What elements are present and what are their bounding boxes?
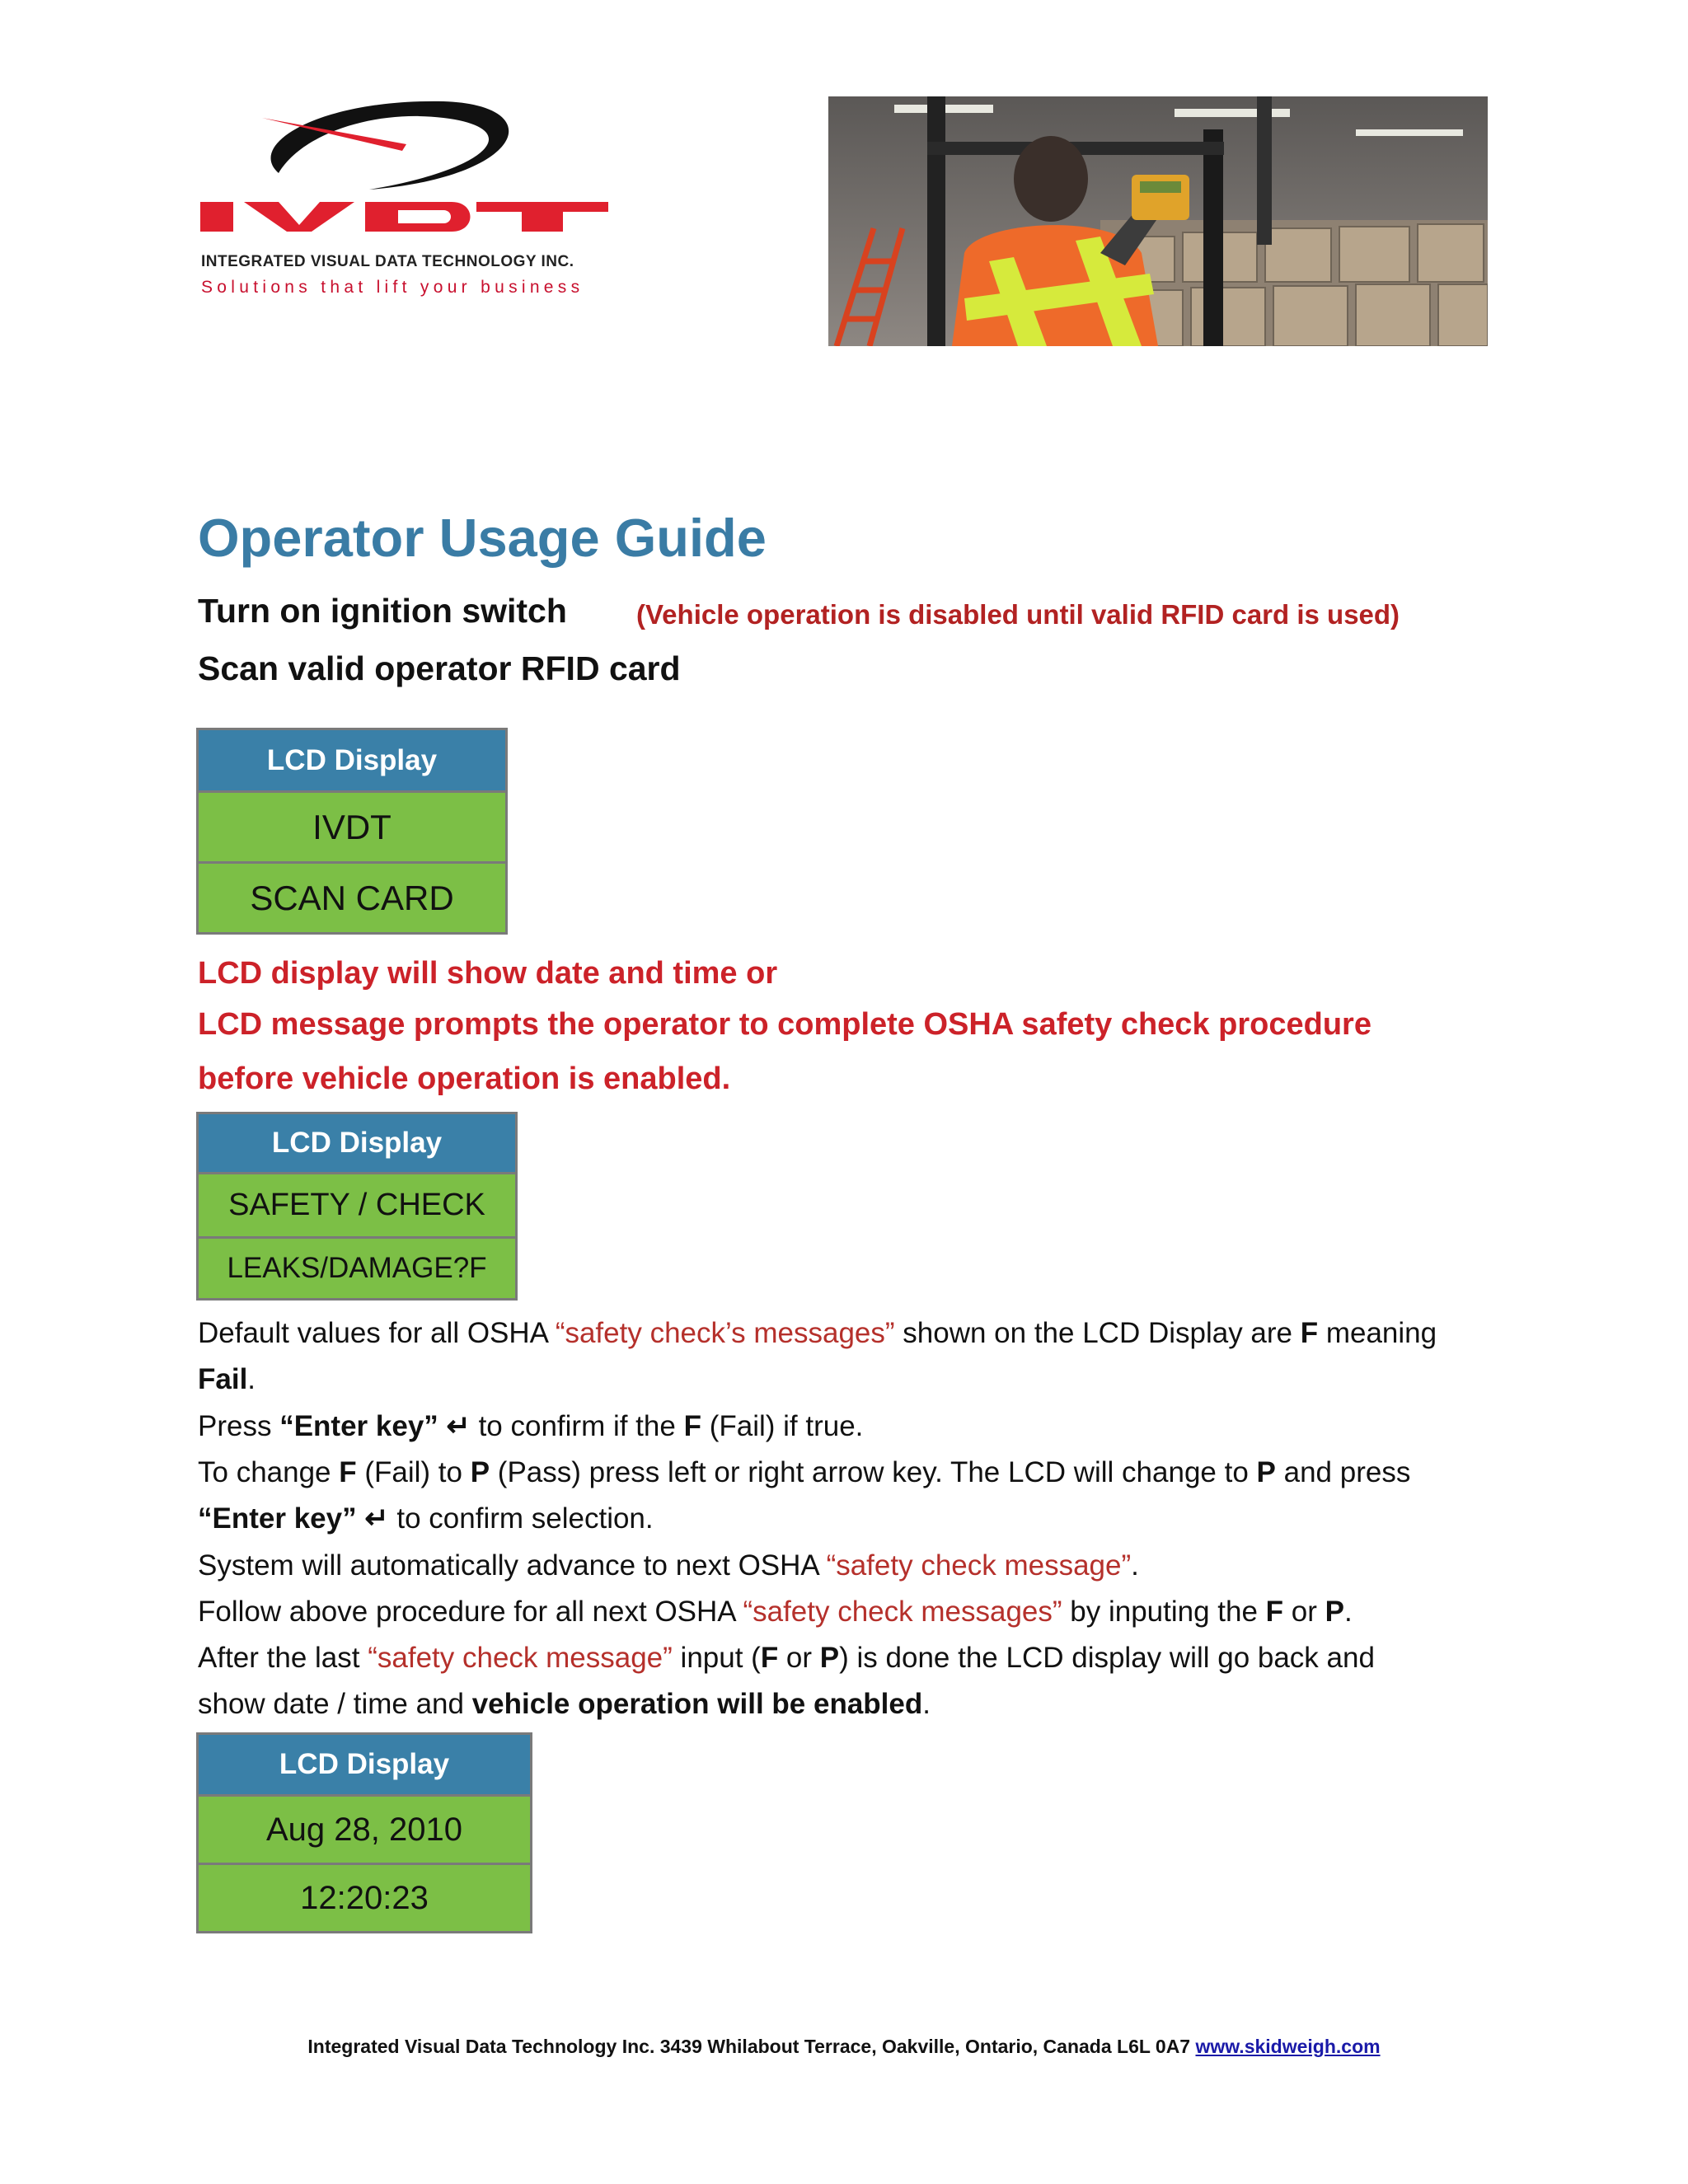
quote-text: “safety check message” bbox=[826, 1549, 1132, 1582]
text: show date / time and bbox=[198, 1688, 472, 1720]
text: (Pass) press left or right arrow key. The LCD will change to bbox=[490, 1456, 1257, 1488]
fail-code: F bbox=[1265, 1596, 1284, 1628]
warning-line-3: before vehicle operation is enabled. bbox=[198, 1062, 731, 1096]
text: to confirm selection. bbox=[388, 1502, 654, 1535]
enter-key-icon: ↵ bbox=[364, 1502, 389, 1535]
enter-key-label: “Enter key” bbox=[198, 1502, 357, 1535]
text: After the last bbox=[198, 1642, 368, 1674]
footer-address: Integrated Visual Data Technology Inc. 3439 Whilabout Terrace, Oakville, Ontario, Canada L6L 0A7 bbox=[307, 2036, 1196, 2057]
pass-code: P bbox=[470, 1456, 490, 1488]
logo-company-name: INTEGRATED VISUAL DATA TECHNOLOGY INC. bbox=[201, 253, 574, 270]
text: (Fail) to bbox=[356, 1456, 471, 1488]
text: . bbox=[1131, 1549, 1139, 1582]
text: To change bbox=[198, 1456, 340, 1488]
instruction-line-2 bbox=[198, 1365, 256, 1394]
lcd-date: Aug 28, 2010 bbox=[199, 1794, 530, 1863]
pass-code: P bbox=[1256, 1456, 1276, 1488]
text: meaning bbox=[1318, 1317, 1437, 1349]
text: . bbox=[1344, 1596, 1353, 1628]
instruction-line-8 bbox=[198, 1643, 1375, 1672]
ivdt-letters bbox=[200, 202, 608, 232]
text: . bbox=[922, 1688, 931, 1720]
text: to confirm if the bbox=[470, 1410, 684, 1442]
instruction-line-5 bbox=[198, 1504, 654, 1533]
quote-text: “safety check message” bbox=[368, 1642, 673, 1674]
lcd-line-1: IVDT bbox=[199, 790, 505, 861]
instruction-line-9 bbox=[198, 1690, 931, 1718]
warning-line-2: LCD message prompts the operator to complete OSHA safety check procedure bbox=[198, 1007, 1372, 1042]
text: Press bbox=[198, 1410, 280, 1442]
fail-word: Fail bbox=[198, 1363, 248, 1395]
pass-code: P bbox=[819, 1642, 840, 1674]
logo-tagline: Solutions that lift your business bbox=[201, 278, 584, 297]
lcd-header: LCD Display bbox=[199, 1114, 515, 1172]
enter-key-icon: ↵ bbox=[446, 1410, 471, 1442]
text: or bbox=[778, 1642, 820, 1674]
ivdt-logo bbox=[196, 95, 625, 309]
step-ignition-note: (Vehicle operation is disabled until valid RFID card is used) bbox=[636, 599, 1400, 630]
lcd-line-2: LEAKS/DAMAGE?F bbox=[199, 1236, 515, 1298]
step-ignition: Turn on ignition switch bbox=[198, 592, 567, 630]
lcd-header: LCD Display bbox=[199, 1735, 530, 1794]
lcd-line-1: SAFETY / CHECK bbox=[199, 1172, 515, 1236]
text: Default values for all OSHA bbox=[198, 1317, 556, 1349]
lcd-line-2: SCAN CARD bbox=[199, 861, 505, 932]
photo-illustration bbox=[828, 96, 1488, 346]
text: Follow above procedure for all next OSHA bbox=[198, 1596, 743, 1628]
text: or bbox=[1283, 1596, 1325, 1628]
page-title: Operator Usage Guide bbox=[198, 508, 767, 568]
quote-text: “safety check messages” bbox=[743, 1596, 1062, 1628]
footer bbox=[0, 2036, 1688, 2058]
text: by inputing the bbox=[1062, 1596, 1266, 1628]
vehicle-enabled-text: vehicle operation will be enabled bbox=[471, 1688, 923, 1720]
forklift-operator-photo bbox=[828, 96, 1488, 346]
footer-website-link[interactable]: www.skidweigh.com bbox=[1195, 2036, 1381, 2057]
fail-code: F bbox=[1300, 1317, 1319, 1349]
instruction-line-3 bbox=[198, 1412, 863, 1441]
text: ) is done the LCD display will go back and bbox=[839, 1642, 1375, 1674]
instruction-line-4 bbox=[198, 1458, 1410, 1487]
warning-line-1: LCD display will show date and time or bbox=[198, 956, 778, 991]
lcd-display-safety-check bbox=[196, 1112, 518, 1301]
fail-code: F bbox=[760, 1642, 779, 1674]
lcd-header: LCD Display bbox=[199, 730, 505, 790]
text: System will automatically advance to next OSHA bbox=[198, 1549, 827, 1582]
lcd-display-scan-card bbox=[196, 728, 508, 935]
instruction-line-1 bbox=[198, 1319, 1437, 1347]
text: . bbox=[247, 1363, 256, 1395]
instruction-line-7 bbox=[198, 1597, 1353, 1626]
text: (Fail) if true. bbox=[701, 1410, 864, 1442]
ivdt-logo-mark bbox=[196, 95, 625, 235]
fail-code: F bbox=[339, 1456, 357, 1488]
fail-code: F bbox=[683, 1410, 701, 1442]
step-scan-card: Scan valid operator RFID card bbox=[198, 649, 681, 687]
instruction-line-6 bbox=[198, 1551, 1139, 1580]
lcd-display-date-time bbox=[196, 1732, 532, 1933]
quote-text: “safety check’s messages” bbox=[555, 1317, 895, 1349]
text: input ( bbox=[672, 1642, 761, 1674]
lcd-time: 12:20:23 bbox=[199, 1863, 530, 1931]
pass-code: P bbox=[1325, 1596, 1344, 1628]
text: shown on the LCD Display are bbox=[894, 1317, 1301, 1349]
text: and press bbox=[1275, 1456, 1411, 1488]
enter-key-label: “Enter key” bbox=[279, 1410, 438, 1442]
